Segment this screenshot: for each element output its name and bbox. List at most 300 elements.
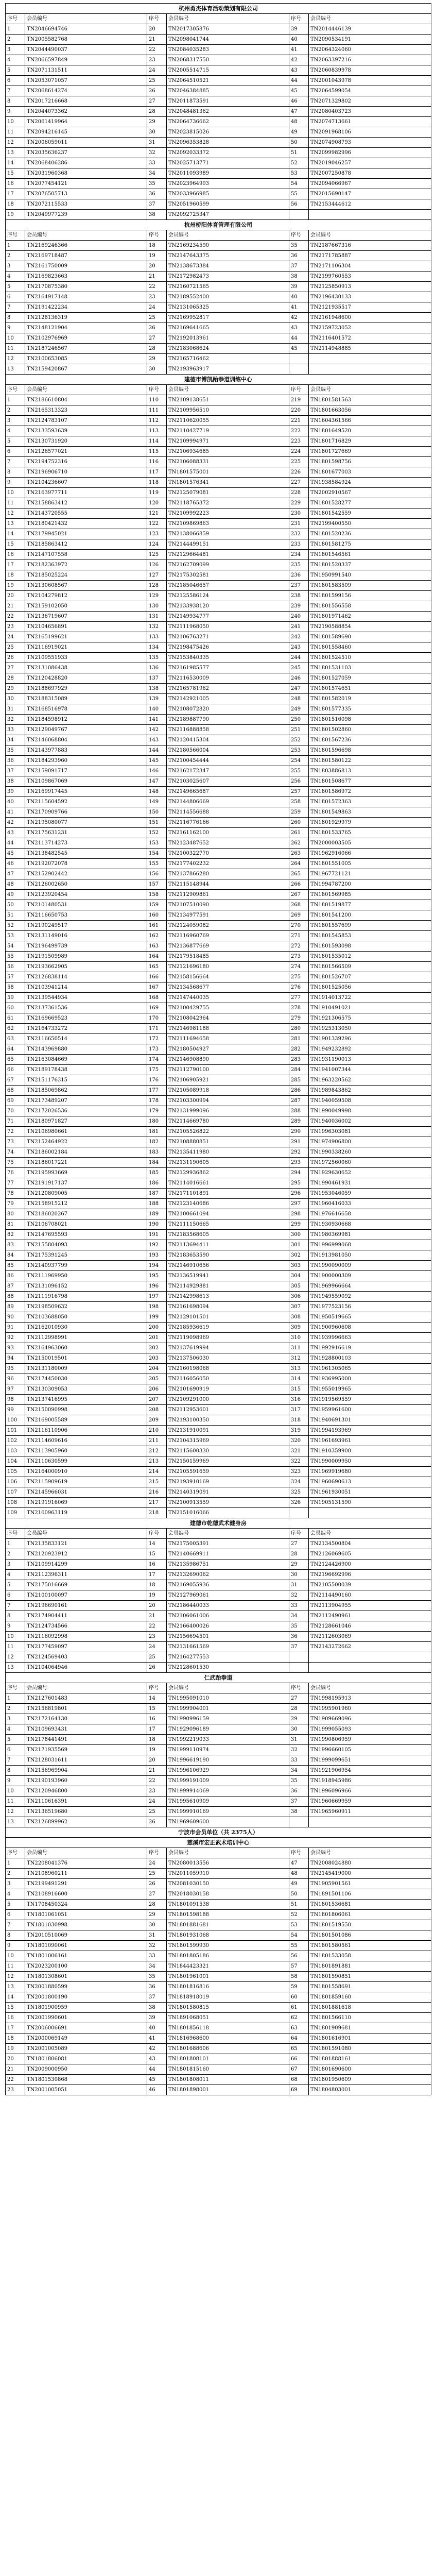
table-row bbox=[6, 642, 431, 653]
member-id-cell: TN2064736662 bbox=[167, 117, 289, 127]
seq-cell: 84 bbox=[6, 1250, 25, 1261]
seq-cell: 242 bbox=[289, 632, 309, 642]
member-id-cell: TN1989843862 bbox=[309, 1086, 431, 1096]
member-id-cell: TN2109693431 bbox=[25, 1724, 147, 1735]
seq-cell: 38 bbox=[147, 210, 167, 220]
table-row bbox=[6, 745, 431, 756]
member-id-cell: TN2129664481 bbox=[167, 550, 289, 560]
member-id-cell: TN1801805186 bbox=[167, 1951, 289, 1961]
member-id-cell: TN2196499739 bbox=[25, 941, 147, 952]
member-id-cell: TN2173489207 bbox=[25, 1096, 147, 1106]
seq-cell: 11 bbox=[6, 127, 25, 138]
seq-cell: 31 bbox=[6, 704, 25, 715]
seq-cell: 48 bbox=[289, 117, 309, 127]
seq-cell: 43 bbox=[289, 65, 309, 76]
seq-cell: 36 bbox=[289, 1786, 309, 1797]
seq-cell: 19 bbox=[6, 2044, 25, 2054]
member-id-cell: TN2130309053 bbox=[25, 1384, 147, 1395]
seq-cell: 6 bbox=[6, 76, 25, 86]
member-id-cell: TN2136519941 bbox=[167, 1271, 289, 1281]
table-row bbox=[6, 2003, 431, 2013]
member-id-cell: TN1962916066 bbox=[309, 849, 431, 859]
seq-cell: 221 bbox=[289, 416, 309, 426]
seq-cell: 259 bbox=[289, 807, 309, 818]
seq-cell: 319 bbox=[289, 1426, 309, 1436]
member-id-cell: TN1801006161 bbox=[25, 1951, 147, 1961]
seq-cell: 7 bbox=[6, 457, 25, 467]
member-id-cell: TN2172982473 bbox=[167, 272, 289, 282]
member-id-cell: TN1801716829 bbox=[309, 436, 431, 447]
header-seq: 序号 bbox=[289, 14, 309, 24]
seq-cell: 278 bbox=[289, 1003, 309, 1013]
table-row bbox=[6, 488, 431, 498]
header-seq: 序号 bbox=[6, 1529, 25, 1539]
member-id-cell: TN2120428820 bbox=[25, 673, 147, 684]
seq-cell: 149 bbox=[147, 797, 167, 807]
member-id-cell: TN2159102050 bbox=[25, 601, 147, 612]
member-id-cell: TN2171101891 bbox=[167, 1189, 289, 1199]
seq-cell: 36 bbox=[147, 189, 167, 199]
table-row bbox=[6, 45, 431, 55]
seq-cell: 135 bbox=[147, 653, 167, 663]
seq-cell: 118 bbox=[147, 478, 167, 488]
member-id-cell bbox=[309, 1652, 431, 1663]
seq-cell: 121 bbox=[147, 509, 167, 519]
seq-cell: 296 bbox=[289, 1189, 309, 1199]
seq-cell: 325 bbox=[289, 1487, 309, 1498]
table-row bbox=[6, 1776, 431, 1786]
member-id-cell: TN2081030150 bbox=[167, 1879, 289, 1889]
table-row bbox=[6, 1364, 431, 1374]
seq-cell: 43 bbox=[147, 2054, 167, 2064]
seq-cell: 18 bbox=[147, 241, 167, 251]
seq-cell: 39 bbox=[289, 24, 309, 35]
seq-cell bbox=[289, 210, 309, 220]
member-id-cell: TN2131065325 bbox=[167, 302, 289, 313]
seq-cell: 200 bbox=[147, 1323, 167, 1333]
seq-cell: 18 bbox=[6, 2033, 25, 2044]
table-row bbox=[6, 849, 431, 859]
seq-cell: 119 bbox=[147, 488, 167, 498]
table-row bbox=[6, 859, 431, 869]
member-id-cell: TN2146981188 bbox=[167, 1024, 289, 1034]
member-id-cell: TN2177402232 bbox=[167, 859, 289, 869]
seq-cell: 46 bbox=[147, 2085, 167, 2095]
member-id-cell: TN2000069149 bbox=[25, 2033, 147, 2044]
member-id-cell: TN1801556558 bbox=[309, 601, 431, 612]
seq-cell: 23 bbox=[147, 1632, 167, 1642]
header-seq: 序号 bbox=[289, 1529, 309, 1539]
member-id-cell: TN2161162100 bbox=[167, 828, 289, 838]
table-row bbox=[6, 1900, 431, 1910]
seq-cell: 35 bbox=[289, 1621, 309, 1632]
seq-cell: 186 bbox=[147, 1178, 167, 1189]
seq-cell: 27 bbox=[289, 1693, 309, 1704]
table-row bbox=[6, 86, 431, 96]
seq-cell: 56 bbox=[6, 962, 25, 972]
member-id-cell: TN2164917148 bbox=[25, 292, 147, 302]
member-id-cell: TN2108916600 bbox=[25, 1889, 147, 1900]
table-row bbox=[6, 1055, 431, 1065]
seq-cell: 225 bbox=[289, 457, 309, 467]
member-id-cell: TN2009000950 bbox=[25, 2064, 147, 2075]
table-row bbox=[6, 1333, 431, 1343]
seq-cell: 251 bbox=[289, 725, 309, 735]
seq-cell: 65 bbox=[6, 1055, 25, 1065]
seq-cell: 12 bbox=[6, 354, 25, 364]
seq-cell: 98 bbox=[6, 1395, 25, 1405]
table-row bbox=[6, 704, 431, 715]
member-id-cell: TN1801558460 bbox=[309, 642, 431, 653]
seq-cell: 304 bbox=[289, 1271, 309, 1281]
member-id-cell: TN1801859160 bbox=[309, 1992, 431, 2003]
seq-cell: 253 bbox=[289, 745, 309, 756]
seq-cell: 293 bbox=[289, 1158, 309, 1168]
member-id-cell: TN2116888858 bbox=[167, 725, 289, 735]
member-id-cell: TN1940059508 bbox=[309, 1096, 431, 1106]
member-id-cell: TN1913981050 bbox=[309, 1250, 431, 1261]
seq-cell: 148 bbox=[147, 787, 167, 797]
seq-cell: 271 bbox=[289, 931, 309, 941]
table-row bbox=[6, 1735, 431, 1745]
seq-cell: 65 bbox=[289, 2044, 309, 2054]
member-id-cell: TN2139544934 bbox=[25, 993, 147, 1003]
member-id-cell: TN2189178438 bbox=[25, 1065, 147, 1075]
member-id-cell: TN1969609600 bbox=[167, 1817, 289, 1827]
seq-cell: 68 bbox=[289, 2075, 309, 2085]
member-id-cell: TN2186017221 bbox=[25, 1158, 147, 1168]
member-id-cell: TN2171785887 bbox=[309, 251, 431, 261]
member-id-cell: TN2193963917 bbox=[167, 364, 289, 375]
table-row bbox=[6, 509, 431, 519]
table-row bbox=[6, 405, 431, 416]
seq-cell: 108 bbox=[6, 1498, 25, 1508]
member-id-cell: TN2100653085 bbox=[25, 354, 147, 364]
member-id-cell: TN1990090009 bbox=[309, 1261, 431, 1271]
member-id-cell: TN2116650514 bbox=[25, 1034, 147, 1044]
member-id-cell: TN2164733272 bbox=[25, 1024, 147, 1034]
member-id-cell: TN1996106929 bbox=[167, 1766, 289, 1776]
member-id-cell: TN2150090998 bbox=[25, 1405, 147, 1415]
member-id-cell: TN2161948600 bbox=[309, 313, 431, 323]
member-id-cell: TN2104315969 bbox=[167, 1436, 289, 1446]
table-row bbox=[6, 1611, 431, 1621]
member-id-cell: TN2188315089 bbox=[25, 694, 147, 704]
member-id-cell: TN2125850913 bbox=[309, 282, 431, 292]
member-id-cell: TN2193100350 bbox=[167, 1415, 289, 1426]
seq-cell: 19 bbox=[147, 1745, 167, 1755]
member-id-cell: TN2114609616 bbox=[25, 1436, 147, 1446]
member-id-cell: TN1801586972 bbox=[309, 787, 431, 797]
table-row bbox=[6, 1250, 431, 1261]
seq-cell: 264 bbox=[289, 859, 309, 869]
seq-cell: 276 bbox=[289, 982, 309, 993]
table-row bbox=[6, 1869, 431, 1879]
member-id-cell: TN1974906800 bbox=[309, 1137, 431, 1147]
seq-cell: 203 bbox=[147, 1353, 167, 1364]
member-id-cell: TN1801891881 bbox=[309, 1961, 431, 1972]
member-id-cell: TN2129936862 bbox=[167, 1168, 289, 1178]
seq-cell: 13 bbox=[6, 148, 25, 158]
seq-cell: 69 bbox=[6, 1096, 25, 1106]
member-id-cell: TN2001880599 bbox=[25, 1982, 147, 1992]
member-id-cell: TN2138673384 bbox=[167, 261, 289, 272]
seq-cell: 29 bbox=[289, 1560, 309, 1570]
member-id-cell: TN2109914299 bbox=[25, 1560, 147, 1570]
seq-cell: 6 bbox=[6, 447, 25, 457]
table-row bbox=[6, 890, 431, 900]
table-row bbox=[6, 416, 431, 426]
member-id-cell: TN2106708021 bbox=[25, 1219, 147, 1230]
seq-cell: 87 bbox=[6, 1281, 25, 1292]
member-id-cell: TN2169641665 bbox=[167, 323, 289, 333]
member-id-cell: TN2109869863 bbox=[167, 519, 289, 529]
member-id-cell: TN1801546561 bbox=[309, 550, 431, 560]
member-id-cell: TN2196430133 bbox=[309, 292, 431, 302]
seq-cell: 85 bbox=[6, 1261, 25, 1271]
member-id-cell: TN2064510521 bbox=[167, 76, 289, 86]
member-id-cell: TN2124569403 bbox=[25, 1652, 147, 1663]
member-id-cell: TN1801519877 bbox=[309, 900, 431, 910]
header-seq: 序号 bbox=[6, 1848, 25, 1858]
member-id-cell: TN2111969950 bbox=[25, 1271, 147, 1281]
seq-cell: 24 bbox=[147, 1858, 167, 1869]
seq-cell: 302 bbox=[289, 1250, 309, 1261]
seq-cell: 24 bbox=[147, 302, 167, 313]
table-row bbox=[6, 612, 431, 622]
member-id-cell: TN1801572363 bbox=[309, 797, 431, 807]
member-id-cell: TN2163084669 bbox=[25, 1055, 147, 1065]
seq-cell: 28 bbox=[147, 344, 167, 354]
table-row bbox=[6, 1209, 431, 1219]
seq-cell: 173 bbox=[147, 1044, 167, 1055]
member-id-cell: TN2096353828 bbox=[167, 138, 289, 148]
member-id-cell: TN1918945986 bbox=[309, 1776, 431, 1786]
member-id-cell: TN2183068624 bbox=[167, 344, 289, 354]
seq-cell: 35 bbox=[147, 179, 167, 189]
seq-cell: 43 bbox=[6, 828, 25, 838]
seq-cell: 18 bbox=[147, 1735, 167, 1745]
member-id-cell: TN2109291000 bbox=[167, 1395, 289, 1405]
table-row bbox=[6, 1951, 431, 1961]
seq-cell: 7 bbox=[6, 1755, 25, 1766]
member-id-cell: TN1929630652 bbox=[309, 1168, 431, 1178]
member-id-cell: TN1801542559 bbox=[309, 509, 431, 519]
member-id-cell: TN1801961001 bbox=[167, 1972, 289, 1982]
seq-cell: 156 bbox=[147, 869, 167, 879]
member-id-cell: TN2063397216 bbox=[309, 55, 431, 65]
member-id-cell: TN2116110906 bbox=[25, 1426, 147, 1436]
member-id-cell: TN2105591659 bbox=[167, 1467, 289, 1477]
member-id-cell: TN2128136319 bbox=[25, 313, 147, 323]
seq-cell: 21 bbox=[147, 272, 167, 282]
member-id-cell: TN1961693961 bbox=[309, 1436, 431, 1446]
member-id-cell: TN1801549863 bbox=[309, 807, 431, 818]
table-row bbox=[6, 1570, 431, 1580]
member-id-cell: TN2025713771 bbox=[167, 158, 289, 168]
seq-cell: 17 bbox=[6, 2023, 25, 2033]
member-id-cell: TN2184293960 bbox=[25, 756, 147, 766]
member-id-cell: TN2172164130 bbox=[25, 1714, 147, 1724]
member-id-cell: TN1801520337 bbox=[309, 560, 431, 570]
member-id-cell: TN2191916069 bbox=[25, 1498, 147, 1508]
table-row bbox=[6, 1034, 431, 1044]
seq-cell: 215 bbox=[147, 1477, 167, 1487]
member-id-cell: TN2146908890 bbox=[167, 1055, 289, 1065]
table-row bbox=[6, 65, 431, 76]
seq-cell: 40 bbox=[289, 292, 309, 302]
table-row bbox=[6, 807, 431, 818]
seq-cell: 14 bbox=[6, 158, 25, 168]
member-id-cell: TN2143272662 bbox=[309, 1642, 431, 1652]
member-id-cell: TN1801816816 bbox=[167, 1982, 289, 1992]
seq-cell: 14 bbox=[147, 1693, 167, 1704]
member-id-cell: TN2001800190 bbox=[25, 1992, 147, 2003]
member-id-cell: TN2196692996 bbox=[309, 1570, 431, 1580]
member-id-cell: TN2130731920 bbox=[25, 436, 147, 447]
seq-cell: 50 bbox=[289, 1889, 309, 1900]
seq-cell: 54 bbox=[6, 941, 25, 952]
seq-cell: 16 bbox=[6, 550, 25, 560]
table-row bbox=[6, 1487, 431, 1498]
member-id-cell: TN2126002650 bbox=[25, 879, 147, 890]
member-id-cell: TN2152902442 bbox=[25, 869, 147, 879]
seq-cell: 318 bbox=[289, 1415, 309, 1426]
seq-cell: 7 bbox=[6, 1920, 25, 1930]
seq-cell: 165 bbox=[147, 962, 167, 972]
member-id-cell: TN2066597849 bbox=[25, 55, 147, 65]
member-id-cell: TN2137619994 bbox=[167, 1343, 289, 1353]
member-id-cell: TN1941007344 bbox=[309, 1065, 431, 1075]
member-id-cell: TN1801881681 bbox=[167, 1920, 289, 1930]
header-member-id: 会员编号 bbox=[167, 385, 289, 395]
seq-cell: 20 bbox=[147, 261, 167, 272]
member-id-cell: TN2190588854 bbox=[309, 622, 431, 632]
seq-cell: 37 bbox=[289, 1797, 309, 1807]
member-id-cell: TN1996096966 bbox=[309, 1786, 431, 1797]
table-row bbox=[6, 1992, 431, 2003]
member-id-cell: TN2127601483 bbox=[25, 1693, 147, 1704]
header-seq: 序号 bbox=[6, 14, 25, 24]
header-member-id: 会员编号 bbox=[167, 1848, 289, 1858]
seq-cell: 168 bbox=[147, 993, 167, 1003]
member-id-cell bbox=[309, 354, 431, 364]
member-id-cell: TN1921306575 bbox=[309, 1013, 431, 1024]
seq-cell: 274 bbox=[289, 962, 309, 972]
table-row bbox=[6, 189, 431, 199]
member-id-cell: TN2169917445 bbox=[25, 787, 147, 797]
table-row bbox=[6, 1539, 431, 1549]
member-id-cell: TN1801690600 bbox=[309, 2064, 431, 2075]
seq-cell: 205 bbox=[147, 1374, 167, 1384]
member-id-cell: TN1801575001 bbox=[167, 467, 289, 478]
seq-cell: 58 bbox=[289, 1972, 309, 1982]
seq-cell: 306 bbox=[289, 1292, 309, 1302]
seq-cell: 5 bbox=[6, 1735, 25, 1745]
member-id-cell: TN2006059011 bbox=[25, 138, 147, 148]
table-row bbox=[6, 1498, 431, 1508]
seq-cell: 30 bbox=[6, 694, 25, 704]
member-id-cell: TN2147695593 bbox=[25, 1230, 147, 1240]
seq-cell: 47 bbox=[289, 1858, 309, 1869]
member-table bbox=[5, 3, 431, 2095]
member-id-cell: TN2138482545 bbox=[25, 849, 147, 859]
section-title-row bbox=[6, 220, 431, 230]
seq-cell: 61 bbox=[289, 2003, 309, 2013]
member-id-cell: TN2106905921 bbox=[167, 1075, 289, 1086]
seq-cell: 1 bbox=[6, 395, 25, 405]
seq-cell: 166 bbox=[147, 972, 167, 982]
seq-cell: 16 bbox=[147, 1714, 167, 1724]
seq-cell: 122 bbox=[147, 519, 167, 529]
member-id-cell: TN2135986751 bbox=[167, 1560, 289, 1570]
table-row bbox=[6, 879, 431, 890]
member-id-cell: TN2185863412 bbox=[25, 539, 147, 550]
member-id-cell: TN2196906710 bbox=[25, 467, 147, 478]
seq-cell: 67 bbox=[6, 1075, 25, 1086]
seq-cell: 41 bbox=[6, 807, 25, 818]
member-id-cell: TN1999910169 bbox=[167, 1807, 289, 1817]
seq-cell: 184 bbox=[147, 1158, 167, 1168]
table-row bbox=[6, 1477, 431, 1487]
seq-cell: 140 bbox=[147, 704, 167, 715]
member-id-cell: TN2099982996 bbox=[309, 148, 431, 158]
member-id-cell: TN2007250878 bbox=[309, 168, 431, 179]
member-id-cell: TN2196690161 bbox=[25, 1601, 147, 1611]
table-row bbox=[6, 1663, 431, 1673]
member-id-cell: TN2153840335 bbox=[167, 653, 289, 663]
seq-cell: 117 bbox=[147, 467, 167, 478]
member-id-cell: TN2106088331 bbox=[167, 457, 289, 467]
table-row bbox=[6, 1178, 431, 1189]
member-id-cell: TN2133938120 bbox=[167, 601, 289, 612]
member-id-cell: TN2115604592 bbox=[25, 797, 147, 807]
seq-cell: 14 bbox=[6, 1992, 25, 2003]
table-row bbox=[6, 797, 431, 807]
seq-cell: 2 bbox=[6, 1704, 25, 1714]
member-id-cell: TN2150159969 bbox=[167, 1456, 289, 1467]
member-id-cell: TN2005582768 bbox=[25, 35, 147, 45]
seq-cell: 11 bbox=[6, 1797, 25, 1807]
seq-cell: 26 bbox=[147, 1817, 167, 1827]
seq-cell: 17 bbox=[6, 189, 25, 199]
member-id-cell: TN2129101501 bbox=[167, 1312, 289, 1323]
member-id-cell: TN2023200100 bbox=[25, 1961, 147, 1972]
seq-cell: 194 bbox=[147, 1261, 167, 1271]
header-member-id: 会员编号 bbox=[25, 1848, 147, 1858]
seq-cell: 228 bbox=[289, 488, 309, 498]
member-id-cell: TN1801599156 bbox=[309, 591, 431, 601]
member-id-cell: TN2131096152 bbox=[25, 1281, 147, 1292]
seq-cell: 162 bbox=[147, 931, 167, 941]
seq-cell: 281 bbox=[289, 1034, 309, 1044]
seq-cell: 75 bbox=[6, 1158, 25, 1168]
table-row bbox=[6, 756, 431, 766]
table-row bbox=[6, 117, 431, 127]
member-id-cell: TN1801308601 bbox=[25, 1972, 147, 1982]
member-id-cell: TN2160721565 bbox=[167, 282, 289, 292]
table-row bbox=[6, 591, 431, 601]
member-id-cell: TN1801576341 bbox=[167, 478, 289, 488]
table-row bbox=[6, 1127, 431, 1137]
seq-cell bbox=[289, 1817, 309, 1827]
seq-cell: 4 bbox=[6, 1889, 25, 1900]
seq-cell: 12 bbox=[6, 1972, 25, 1982]
member-id-cell: TN2185069862 bbox=[25, 1086, 147, 1096]
seq-cell: 13 bbox=[6, 1817, 25, 1827]
seq-cell: 229 bbox=[289, 498, 309, 509]
member-id-cell: TN2158863412 bbox=[25, 498, 147, 509]
